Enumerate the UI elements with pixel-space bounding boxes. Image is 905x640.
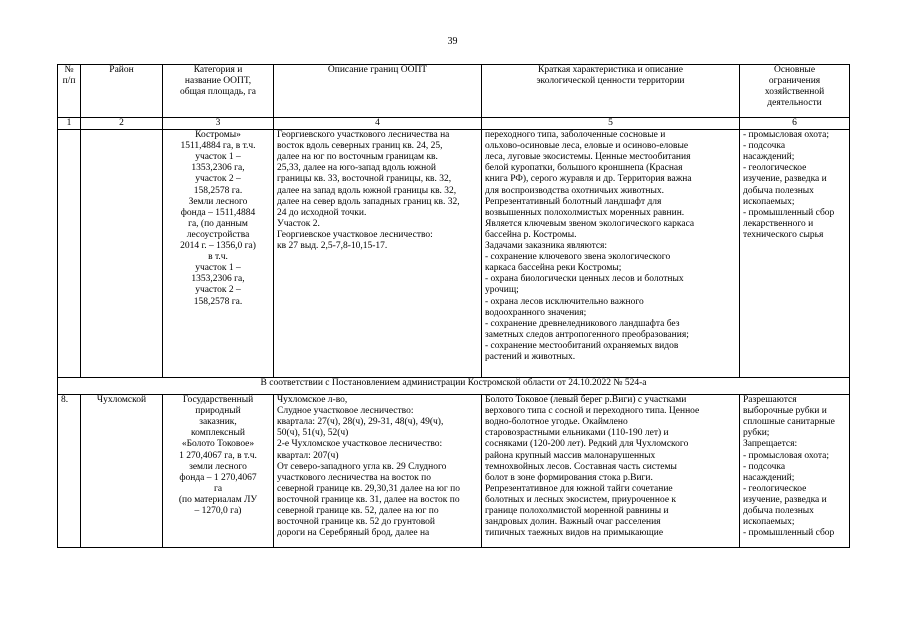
text-line: зандровых долин. Важный очаг расселения — [485, 517, 661, 528]
text-line: водно-болотное угодье. Окаймлено — [485, 417, 628, 428]
text-line: - промышленный сбор — [743, 207, 835, 218]
text-line: темнохвойных лесов. Составная часть системы — [485, 461, 677, 472]
text-line: - промышленный сбор — [743, 528, 835, 539]
text-line: заказник, — [199, 417, 237, 428]
text-line: природный — [195, 406, 241, 417]
text-line: участок 2 – — [195, 174, 241, 185]
table-row — [58, 395, 850, 548]
cell-num: 8. — [58, 395, 81, 548]
text-line: участок 1 – — [195, 152, 241, 163]
text-line: района крупный массив малонарушенных — [485, 450, 656, 461]
table-row — [58, 130, 850, 378]
column-number: 3 — [163, 118, 274, 130]
text-line: бассейна р. Костромы. — [485, 229, 577, 240]
text-line: Болото Токовое (левый берег р.Виги) с участками — [485, 395, 687, 406]
text-line: Основные — [773, 65, 816, 75]
header-district — [81, 65, 163, 118]
text-line: 2014 г. – 1356,0 га) — [180, 241, 256, 252]
text-line: Район — [109, 65, 134, 75]
text-line: Запрещается: — [743, 439, 798, 450]
cell-num — [58, 130, 81, 378]
text-line: 158,2578 га. — [193, 296, 243, 307]
protected-areas-table — [57, 64, 850, 548]
text-line: Описание границ ООПТ — [327, 65, 428, 75]
text-line: 25,33, далее на юго-запад вдоль южной — [277, 163, 437, 174]
text-line: ископаемых; — [743, 196, 795, 207]
text-line: ископаемых; — [743, 517, 795, 528]
text-line: Государственный — [182, 395, 254, 406]
text-line: общая площадь, га — [180, 87, 256, 98]
text-line: добыча полезных — [743, 185, 814, 196]
text-line: сосняками (120-200 лет). Редкий для Чухломского — [485, 439, 689, 450]
column-number: 2 — [81, 118, 163, 130]
column-number: 5 — [482, 118, 740, 130]
section-row — [58, 378, 850, 395]
text-line: водоохранного значения; — [485, 307, 587, 318]
text-line: каркаса бассейна реки Костромы; — [485, 263, 622, 274]
text-line: типичных таежных видов на примыкающие — [485, 528, 664, 539]
text-line: дороги на Серебряный брод, далее на — [277, 528, 430, 539]
text-line: название ООПТ, — [184, 76, 252, 87]
text-line: п/п — [62, 76, 76, 87]
text-line: деятельности — [767, 98, 822, 109]
text-line: белой куропатки, большого кроншнепа (Красная — [485, 163, 683, 174]
text-line: верхового типа с сосной и переходного типа. Ценное — [485, 406, 700, 417]
text-line: леса, луговые экосистемы. Ценные местообитания — [485, 152, 691, 163]
text-line: 1 270,4067 га, в т.ч. — [179, 450, 257, 461]
cell-district — [81, 130, 163, 378]
text-line: - промысловая охота; — [743, 450, 830, 461]
header-category — [163, 65, 274, 118]
cell-restrictions — [740, 130, 850, 378]
text-line: выборочные рубки и — [743, 406, 827, 417]
text-line: га — [213, 483, 223, 494]
text-line: ограничения — [768, 76, 821, 87]
header-num — [58, 65, 81, 118]
text-line: насаждений; — [743, 152, 795, 163]
text-line: 50(ч), 51(ч), 52(ч) — [277, 428, 349, 439]
cell-category — [163, 395, 274, 548]
text-line: комплексный — [191, 428, 245, 439]
text-line: Костромы» — [195, 130, 241, 141]
text-line: сплошные санитарные — [743, 417, 835, 428]
text-line: заметных следов антропогенного преобразования; — [485, 329, 689, 340]
text-line: 2-е Чухломское участковое лесничество: — [277, 439, 443, 450]
text-line: Георгиевское участковое лесничество: — [277, 229, 433, 240]
text-line: 24 до исходной точки. — [277, 207, 367, 218]
text-line: – 1270,0 га) — [194, 506, 242, 517]
text-line: - промысловая охота; — [743, 130, 830, 141]
text-line: участок 1 – — [195, 263, 241, 274]
cell-characteristics — [482, 130, 740, 378]
column-numbers-row — [58, 118, 850, 130]
text-line: Краткая характеристика и описание — [538, 65, 683, 75]
text-line: - сохранение древнеледникового ландшафта без — [485, 318, 680, 329]
header-characteristics — [482, 65, 740, 118]
text-line: Чухломское л-во, — [277, 395, 348, 406]
text-line: северной границе кв. 29,30,31 далее на юг по — [277, 483, 460, 494]
text-line: границы кв. 33, восточной границы, кв. 32, — [277, 174, 452, 185]
text-line: технического сырья — [743, 229, 824, 240]
text-line: Разрешаются — [743, 395, 797, 406]
text-line: Георгиевского участкового лесничества на — [277, 130, 450, 141]
text-line: старовозрастными ельниками (110-190 лет) и — [485, 428, 669, 439]
text-line: восток вдоль северных границ кв. 24, 25, — [277, 141, 443, 152]
text-line: - охрана биологически ценных лесов и болотных — [485, 274, 684, 285]
text-line: лекарственного и — [743, 218, 814, 229]
text-line: в т.ч. — [208, 252, 228, 263]
cell-restrictions — [740, 395, 850, 548]
text-line: растений и животных. — [485, 351, 576, 362]
text-line: лесоустройства — [186, 229, 250, 240]
text-line: Земли лесного — [188, 196, 248, 207]
text-line: (по материалам ЛУ — [178, 494, 258, 505]
text-line: книга РФ), серого журавля и др. Территория важна — [485, 174, 692, 185]
text-line: далее на север вдоль западных границ кв. 32, — [277, 196, 460, 207]
text-line: фонда – 1 270,4067 — [179, 472, 257, 483]
text-line: кв 27 выд. 2,5-7,8-10,15-17. — [277, 241, 388, 252]
text-line: изучение, разведка и — [743, 174, 827, 185]
text-line: экологической ценности территории — [536, 76, 685, 87]
text-line: - геологическое — [743, 163, 807, 174]
header-row — [58, 65, 850, 118]
text-line: участкового лесничества на восток по — [277, 472, 431, 483]
text-line: изучение, разведка и — [743, 494, 827, 505]
page-number: 39 — [447, 36, 458, 47]
text-line: Является ключевым звеном экологического каркаса — [485, 218, 695, 229]
text-line: далее на запад вдоль южной границы кв. 32, — [277, 185, 457, 196]
text-line: Участок 2. — [277, 218, 320, 229]
text-line: От северо-западного угла кв. 29 Слудного — [277, 461, 447, 472]
text-line: северной границе кв. 52, далее на юг по — [277, 506, 439, 517]
text-line: границе полохолмистой моренной равнины и — [485, 506, 669, 517]
text-line: добыча полезных — [743, 506, 814, 517]
text-line: восточной границе кв. 52 до грунтовой — [277, 517, 436, 528]
cell-category — [163, 130, 274, 378]
text-line: земли лесного — [189, 461, 247, 472]
text-line: Категория и — [193, 65, 243, 75]
text-line: восточной границе кв. 31, далее на восток по — [277, 494, 460, 505]
text-line: 1511,4884 га, в т.ч. — [180, 141, 256, 152]
text-line: болот в зоне формирования стока р.Виги. — [485, 472, 653, 483]
header-restrictions — [740, 65, 850, 118]
text-line: насаждений; — [743, 472, 795, 483]
column-number: 4 — [274, 118, 482, 130]
cell-borders — [274, 130, 482, 378]
text-line: - сохранение ключевого звена экологического — [485, 252, 671, 263]
text-line: болотных и лесных экосистем, приуроченное к — [485, 494, 677, 505]
cell-characteristics — [482, 395, 740, 548]
text-line: хозяйственной — [764, 87, 825, 98]
text-line: га, (по данным — [188, 218, 248, 229]
text-line: 1353,2306 га, — [191, 163, 245, 174]
text-line: - подсочка — [743, 461, 786, 472]
text-line: «Болото Токовое» — [181, 439, 255, 450]
text-line: рубки; — [743, 428, 770, 439]
text-line: Слудное участковое лесничество: — [277, 406, 414, 417]
text-line: Задачами заказника являются: — [485, 241, 608, 252]
text-line: - охрана лесов исключительно важного — [485, 296, 644, 307]
text-line: квартала: 27(ч), 28(ч), 29-31, 48(ч), 49(ч), — [277, 417, 444, 428]
text-line: далее на юг по восточным границам кв. — [277, 152, 438, 163]
text-line: Репрезентативное для южной тайги сочетание — [485, 483, 673, 494]
text-line: 158,2578 га. — [193, 185, 243, 196]
cell-borders — [274, 395, 482, 548]
column-number: 1 — [58, 118, 81, 130]
text-line: Репрезентативный болотный ландшафт для — [485, 196, 662, 207]
cell-district: Чухломской — [81, 395, 163, 548]
text-line: - геологическое — [743, 483, 807, 494]
text-line: для воспроизводства охотничьих животных. — [485, 185, 665, 196]
text-line: ольхово-осиновые леса, еловые и осиново-еловые — [485, 141, 689, 152]
text-line: переходного типа, заболоченные сосновые и — [485, 130, 666, 141]
text-line: - подсочка — [743, 141, 786, 152]
text-line: 1353,2306 га, — [191, 274, 245, 285]
text-line: урочищ; — [485, 285, 519, 296]
text-line: возвышенных полохолмистых моренных равнин. — [485, 207, 685, 218]
text-line: - сохранение местообитаний охраняемых видов — [485, 340, 679, 351]
text-line: участок 2 – — [195, 285, 241, 296]
section-title: В соответствии с Постановлением администрации Костромской области от 24.10.2022 № 524-а — [58, 378, 850, 395]
text-line: квартал: 207(ч) — [277, 450, 339, 461]
text-line: № — [64, 65, 74, 75]
text-line: фонда – 1511,4884 — [180, 207, 256, 218]
column-number: 6 — [740, 118, 850, 130]
header-borders — [274, 65, 482, 118]
